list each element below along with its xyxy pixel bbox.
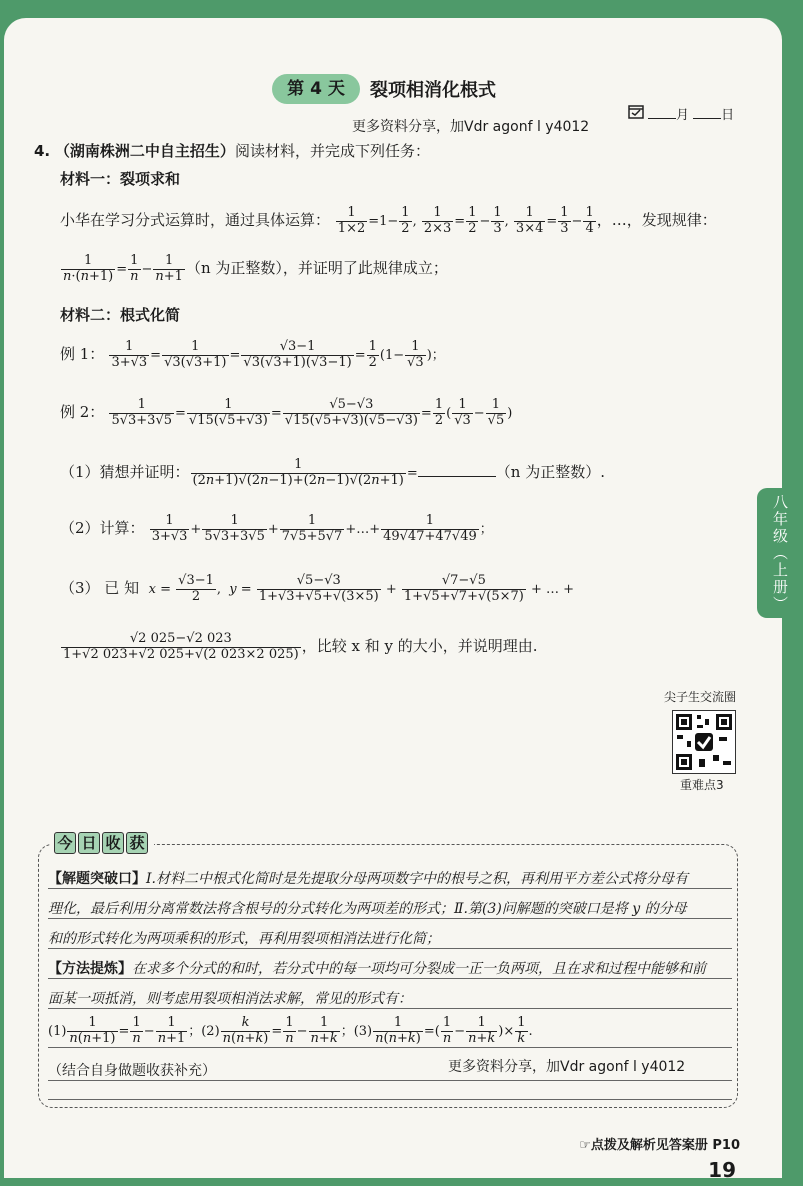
problem-intro: 阅读材料，并完成下列任务： <box>234 142 430 160</box>
breakthrough-line-3: 和的形式转化为两项乘积的形式，再利用裂项相消法进行化简； <box>48 928 732 949</box>
material-1-line: 小华在学习分式运算时，通过具体运算： $\frac{1}{1\times 2}$ =1− $\frac{1}{2}$ , $\frac{1}{2\times 3}$ = $\frac{1}{2}$ − $\frac{1}{3}$ , $\frac{1}{3\times 4}$ = $\frac{1}{3}$ − $\frac{1}{4}$ ，…，发现规律： <box>60 205 717 236</box>
header-subtitle: 更多资料分享，加Vdr agonf l y4012 <box>352 119 590 135</box>
page <box>4 18 789 1182</box>
answer-reference: ☞点拨及解析见答案册 P10 <box>579 1138 740 1153</box>
question-2: （2）计算： $\frac{1}{3+√3}$ + $\frac{1}{5√3+3√5}$ + $\frac{1}{7√5+5√7}$ +…+ $\frac{1}{49√47+47√49}$ ； <box>60 513 493 544</box>
method-line-2: 面某一项抵消，则考虑用裂项相消法求解，常见的形式有： <box>48 988 732 1009</box>
method-line-1: 【方法提炼】在求多个分式的和时，若分式中的每一项均可分裂成一正一负两项，且在求和过程中能够和前 <box>48 958 732 979</box>
note-text: （结合自身做题收获补充） <box>48 1063 216 1079</box>
example-2: 例 2： $\frac{1}{5√3+3√5}$ = $\frac{1}{√15(√5+√3)}$ = $\frac{√5-√3}{√15(√5+√3)(√5-√3)}$ = $\frac{1}{2}$ ( $\frac{1}{√3}$ − $\frac{1}{√5}$ ) <box>60 397 513 428</box>
grade-tab[interactable]: 八年级（上册） <box>757 488 803 618</box>
example-1: 例 1： $\frac{1}{3+√3}$ = $\frac{1}{√3(√3+1)}$ = $\frac{√3-1}{√3(√3+1)(√3-1)}$ = $\frac{1}{2}$ (1− $\frac{1}{√3}$ )； <box>60 339 445 370</box>
problem-number: 4. <box>34 142 51 160</box>
share-text: 更多资料分享，加Vdr agonf l y4012 <box>448 1059 686 1075</box>
problem-source: （湖南株洲二中自主招生） <box>54 142 235 160</box>
question-3: （3） 已 知 x = $\frac{√3-1}{2}$ , y = $\frac{√5-√3}{1+√3+√5+√(3\times 5)}$ + $\frac{√7-√5}{1+√5+√7+√(5\times 7)}$ + … + <box>60 573 575 604</box>
month-label: 月 <box>676 108 690 123</box>
question-1: （1）猜想并证明： $\frac{1}{(2n+1)√(2n-1)+(2n-1)√(2n+1)}$ = （n 为正整数）. <box>60 457 605 488</box>
day-label: 日 <box>721 108 735 123</box>
blank-line <box>48 1098 732 1100</box>
problem-header <box>34 140 430 161</box>
breakthrough-line-1: 【解题突破口】Ⅰ.材料二中根式化简时是先提取分母两项数字中的根号之积，再利用平方差公式将分母有 <box>48 868 732 889</box>
summary-title: 今 日 收 获 <box>50 832 154 854</box>
qr-caption-bottom: 重难点3 <box>680 778 724 792</box>
qr-code-icon[interactable] <box>672 710 736 774</box>
material-1-rule: $\frac{1}{n\cdot(n+1)}$ = $\frac{1}{n}$ − $\frac{1}{n+1}$ （n 为正整数），并证明了此规律成立； <box>63 253 448 284</box>
page-title: 裂项相消化根式 <box>370 80 496 101</box>
date-field <box>648 104 734 123</box>
qr-caption-top: 尖子生交流圈 <box>664 690 737 704</box>
breakthrough-line-2: 理化，最后利用分离常数法将含根号的分式转化为两项差的形式；Ⅱ.第(3)问解题的突破口是将 y 的分母 <box>48 898 732 919</box>
calendar-icon <box>628 104 644 119</box>
page-number: 19 <box>708 1158 736 1182</box>
material-1-title: 材料一：裂项求和 <box>60 170 181 188</box>
method-formulas: (1) $\frac{1}{n(n+1)}$ = $\frac{1}{n}$ − $\frac{1}{n+1}$ ；(2) $\frac{k}{n(n+k)}$ = $\frac{1}{n}$ − $\frac{1}{n+k}$ ；(3) $\frac{1}{n(n+k)}$ =( $\frac{1}{n}$ − $\frac{1}{n+k}$ )× $\frac{1}{k}$ . <box>48 1016 732 1048</box>
material-2-title: 材料二：根式化简 <box>60 306 181 324</box>
note-line <box>48 1060 732 1081</box>
question-3-cont: $\frac{√2 025-√2 023}{1+√2 023+√2 025+√(2 023\times 2 025)}$ ，比较 x 和 y 的大小，并说明理由. <box>63 631 538 662</box>
day-badge: 第 4 天 <box>272 74 360 104</box>
